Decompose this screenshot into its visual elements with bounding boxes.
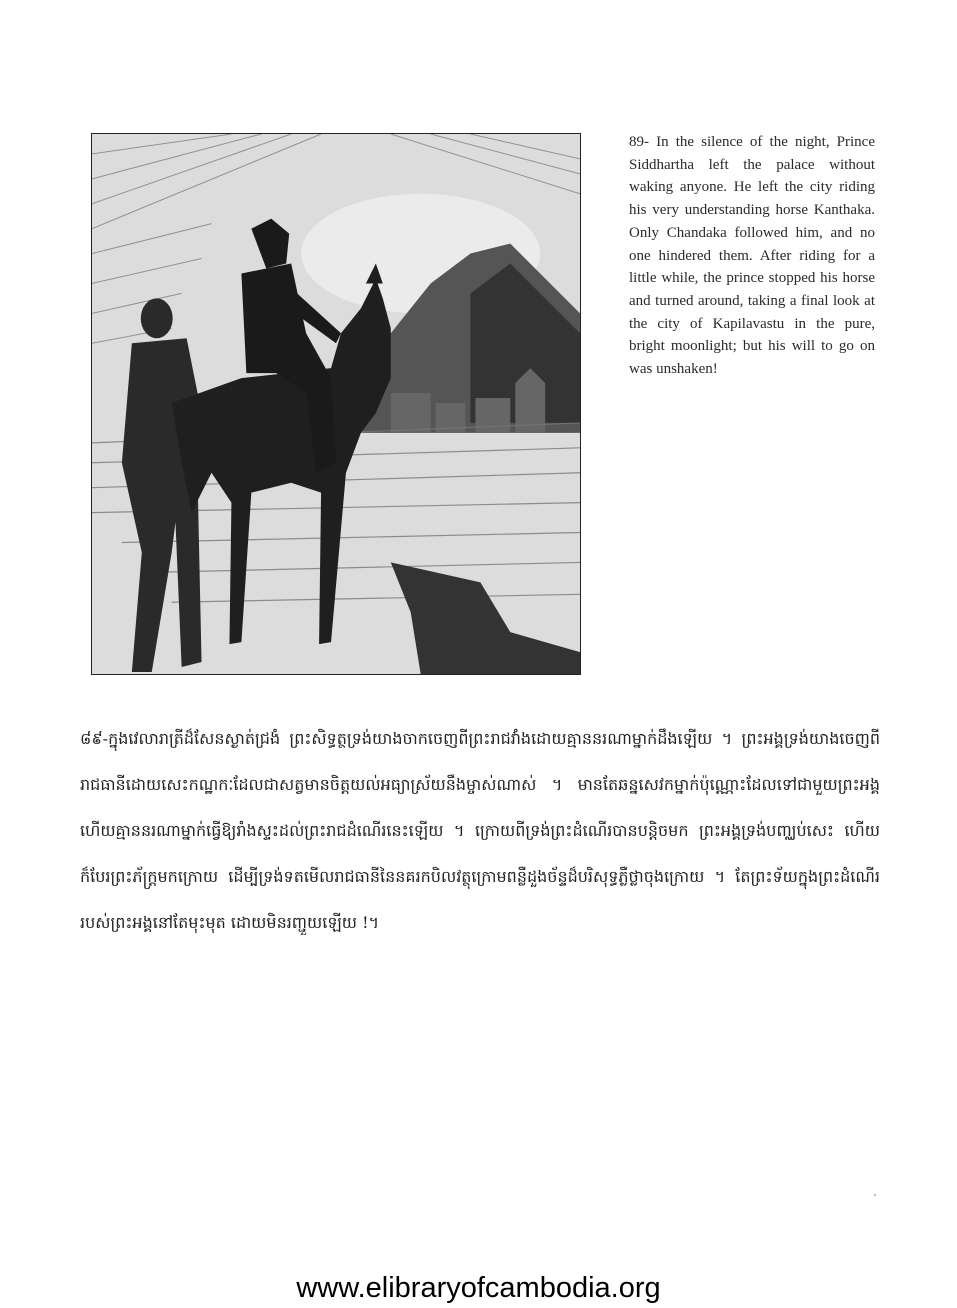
scan-speck <box>874 1194 876 1196</box>
english-caption: 89- In the silence of the night, Prince Siddhartha left the palace without waking anyone. He left the city riding his very understanding horse Kanthaka. Only Chandaka followed him, and no one hindered them. After riding for a little while, the prince stopped his horse and turned around, taking a final look at the city of Kapilavastu in the pure, bright moonlight; but his will to go on was unshaken! <box>629 134 875 378</box>
khmer-caption: ៨៩-ក្នុងវេលារាត្រីដ៏សែនស្ងាត់ជ្រងំ ព្រះសិទ្ធត្ថទ្រង់យាងចាកចេញពីព្រះរាជវាំងដោយគ្មាននរណាម្នាក់ដឹងឡើយ ។ ព្រះអង្គទ្រង់យាងចេញពីរាជធានីដោយសេះកណ្ឋកៈដែលជាសត្វមានចិត្តយល់អធ្យាស្រ័យនឹងម្ចាស់ណាស់ ។ មានតែឆន្នសេវកម្នាក់ប៉ុណ្ណោះដែលទៅជាមួយព្រះអង្គ ហើយគ្មាននរណាម្នាក់ធ្វើឱ្យរាំងស្ទះដល់ព្រះរាជដំណើរនេះឡើយ ។ ក្រោយពីទ្រង់ព្រះដំណើរបានបន្តិចមក ព្រះអង្គទ្រង់បញ្ឈប់សេះ ហើយក៏បែរព្រះភ័ក្ត្រមកក្រោយ ដើម្បីទ្រង់ទតមើលរាជធានីនៃនគរកបិលវត្ថុក្រោមពន្លឺដួងច័ន្ទដ៏បរិសុទ្ធភ្លឺថ្លាចុងក្រោយ ។ តែព្រះទ័យក្នុងព្រះដំណើររបស់ព្រះអង្គនៅតែមុះមុត ដោយមិនរញ្ជួយឡើយ !។ <box>80 729 880 932</box>
footer-url[interactable]: www.elibraryofcambodia.org <box>296 1272 661 1304</box>
illustration-prince-on-horse <box>91 133 581 675</box>
illustration-drawing <box>92 134 580 674</box>
